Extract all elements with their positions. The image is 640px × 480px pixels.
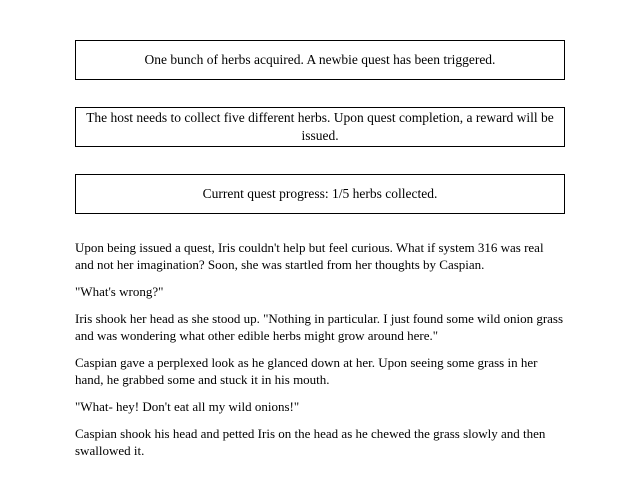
system-message-text: The host needs to collect five different herbs. Upon quest completion, a reward will be issued. [86, 110, 554, 143]
story-paragraph: Upon being issued a quest, Iris couldn't help but feel curious. What if system 316 was real and not her imagination? Soon, she was startled from her thoughts by Caspian. [75, 240, 544, 272]
story-paragraph: Iris shook her head as she stood up. "Nothing in particular. I just found some wild onion grass and was wondering what other edible herbs might grow around here." [75, 311, 564, 343]
story-paragraph: "What- hey! Don't eat all my wild onions!" [75, 399, 300, 414]
story-paragraph: Caspian gave a perplexed look as he glanced down at her. Upon seeing some grass in her hand, he grabbed some and stuck it in his mouth. [75, 355, 538, 387]
story-text [75, 239, 565, 469]
quest-progress-box [75, 174, 565, 214]
story-paragraph: "What's wrong?" [75, 284, 164, 299]
story-paragraph: Caspian shook his head and petted Iris on the head as he chewed the grass slowly and then swallowed it. [75, 426, 546, 458]
system-message-box [75, 40, 565, 80]
system-message-text: One bunch of herbs acquired. A newbie quest has been triggered. [144, 52, 496, 67]
system-message-box [75, 107, 565, 147]
quest-progress-text: Current quest progress: 1/5 herbs collected. [202, 186, 438, 201]
